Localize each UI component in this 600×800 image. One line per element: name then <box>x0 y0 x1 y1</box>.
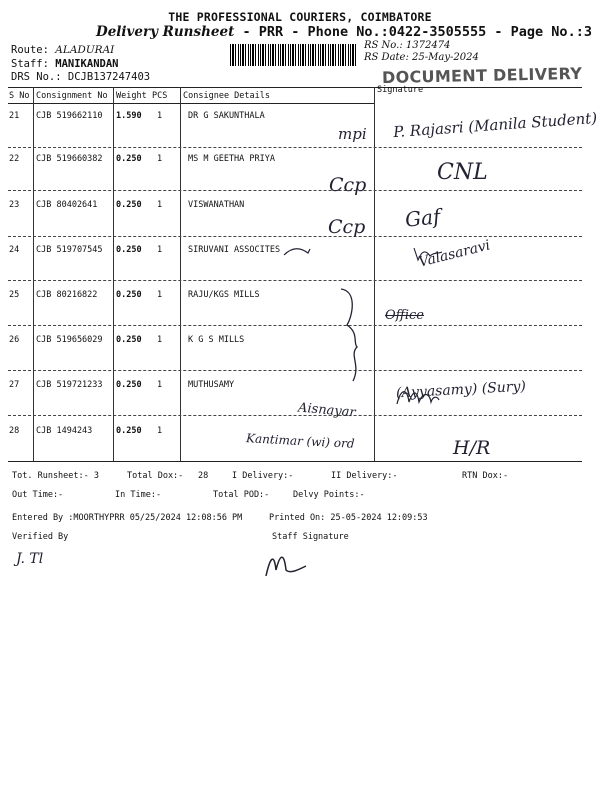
signature-scribble <box>395 384 441 410</box>
drs-number <box>11 71 150 83</box>
row-weight: 0.250 <box>116 154 142 164</box>
rs-number: RS No.: 1372474 <box>364 40 451 51</box>
row-sno: 28 <box>9 426 20 436</box>
row-consignee: MUTHUSAMY <box>188 380 235 390</box>
handwriting-signature: Office <box>385 308 424 323</box>
row-sno: 21 <box>9 111 20 121</box>
row-separator <box>8 147 582 148</box>
i-delivery: I Delivery:- <box>232 471 294 481</box>
verified-by-label: Verified By <box>12 532 69 542</box>
handwriting-receiver: Kantimar (wi) ord <box>245 431 355 451</box>
runsheet-title-text: Delivery Runsheet <box>96 24 235 40</box>
row-pcs: 1 <box>157 380 163 390</box>
col-divider <box>33 87 34 461</box>
printed-on: Printed On: 25-05-2024 12:09:53 <box>269 513 428 523</box>
row-separator <box>8 190 582 191</box>
col-header-consignee: Consignee Details <box>183 91 270 101</box>
row-pcs: 1 <box>157 154 163 164</box>
drs-label: DRS No.: <box>11 71 68 83</box>
route <box>11 44 114 56</box>
row-pcs: 1 <box>157 200 163 210</box>
col-divider <box>374 87 375 461</box>
handwriting-signature: H/R <box>453 437 491 459</box>
row-sno: 24 <box>9 245 20 255</box>
document-delivery-stamp: DOCUMENT DELIVERY <box>381 63 583 88</box>
col-header-sno: S No <box>9 91 30 101</box>
table-top-border <box>8 87 582 88</box>
handwriting-signature: Gaf <box>403 204 442 232</box>
row-consignment: CJB 1494243 <box>36 426 93 436</box>
row-pcs: 1 <box>157 111 163 121</box>
col-divider <box>180 87 181 461</box>
row-consignee: DR G SAKUNTHALA <box>188 111 265 121</box>
row-consignee: SIRUVANI ASSOCITES <box>188 245 281 255</box>
drs-value: DCJB137247403 <box>67 71 151 83</box>
total-pod: Total POD:- <box>213 490 270 500</box>
row-consignment: CJB 80402641 <box>36 200 98 210</box>
signature-scribble <box>412 244 452 264</box>
row-consignee: MS M GEETHA PRIYA <box>188 154 275 164</box>
row-separator <box>8 325 582 326</box>
pen-stroke <box>282 245 314 259</box>
row-sno: 23 <box>9 200 20 210</box>
ii-delivery: II Delivery:- <box>331 471 398 481</box>
runsheet-title <box>96 24 592 40</box>
row-pcs: 1 <box>157 335 163 345</box>
handwriting-signature: P. Rajasri (Manila Student) <box>392 108 598 142</box>
barcode <box>230 44 358 66</box>
row-consignment: CJB 519656029 <box>36 335 103 345</box>
staff <box>11 58 118 70</box>
handwriting-receiver: mpi <box>338 125 367 143</box>
row-sno: 27 <box>9 380 20 390</box>
row-consignment: CJB 519660382 <box>36 154 103 164</box>
runsheet-meta: - PRR - Phone No.:0422-3505555 - Page No.:3 <box>234 24 592 40</box>
row-pcs: 1 <box>157 426 163 436</box>
col-divider <box>113 87 114 461</box>
entered-by: Entered By :MOORTHYPRR 05/25/2024 12:08:56 PM <box>12 513 243 523</box>
staff-signature-mark <box>262 548 310 580</box>
row-sno: 26 <box>9 335 20 345</box>
table-bottom-border <box>8 461 582 462</box>
col-header-consignment: Consignment No <box>36 91 108 101</box>
handwriting-receiver: Ccp <box>328 216 366 238</box>
row-weight: 0.250 <box>116 200 142 210</box>
row-consignee: RAJU/KGS MILLS <box>188 290 260 300</box>
rtn-dox: RTN Dox:- <box>462 471 509 481</box>
row-sno: 22 <box>9 154 20 164</box>
row-weight: 1.590 <box>116 111 142 121</box>
row-consignment: CJB 519707545 <box>36 245 103 255</box>
verified-signature: J. Tl <box>16 551 44 567</box>
staff-signature-label: Staff Signature <box>272 532 349 542</box>
brace-stroke <box>335 285 369 387</box>
row-sno: 25 <box>9 290 20 300</box>
row-pcs: 1 <box>157 245 163 255</box>
handwriting-signature: (Ayyasamy) (Sury) <box>395 378 527 402</box>
handwriting-signature: CNL <box>437 160 488 185</box>
rs-date: RS Date: 25-May-2024 <box>364 52 479 63</box>
handwriting-receiver: Aisnayar <box>297 400 357 421</box>
col-header-signature: Signature <box>377 85 424 95</box>
col-header-weight: Weight <box>116 91 147 101</box>
row-consignee: K G S MILLS <box>188 335 245 345</box>
staff-value: MANIKANDAN <box>55 58 119 70</box>
handwriting-receiver: Ccp <box>329 174 367 196</box>
col-header-pcs: PCS <box>152 91 168 101</box>
row-separator <box>8 236 582 237</box>
row-weight: 0.250 <box>116 245 142 255</box>
delvy-points: Delvy Points:- <box>293 490 365 500</box>
row-separator <box>8 415 582 416</box>
staff-label: Staff: <box>11 58 56 70</box>
row-weight: 0.250 <box>116 380 142 390</box>
row-weight: 0.250 <box>116 335 142 345</box>
row-pcs: 1 <box>157 290 163 300</box>
out-time: Out Time:- <box>12 490 64 500</box>
row-weight: 0.250 <box>116 290 142 300</box>
row-consignee: VISWANATHAN <box>188 200 245 210</box>
row-separator <box>8 280 582 281</box>
total-dox-label: Total Dox:- <box>127 471 184 481</box>
row-consignment: CJB 519662110 <box>36 111 103 121</box>
in-time: In Time:- <box>115 490 162 500</box>
route-label: Route: <box>11 44 56 56</box>
company-name: THE PROFESSIONAL COURIERS, COIMBATORE <box>168 10 432 24</box>
row-weight: 0.250 <box>116 426 142 436</box>
row-separator <box>8 370 582 371</box>
total-runsheet: Tot. Runsheet:- 3 <box>12 471 99 481</box>
route-value: ALADURAI <box>55 44 115 56</box>
row-consignment: CJB 80216822 <box>36 290 98 300</box>
handwriting-signature: Valasaravi <box>417 237 492 271</box>
table-header-border <box>8 103 374 104</box>
total-dox-value: 28 <box>198 471 209 481</box>
row-consignment: CJB 519721233 <box>36 380 103 390</box>
